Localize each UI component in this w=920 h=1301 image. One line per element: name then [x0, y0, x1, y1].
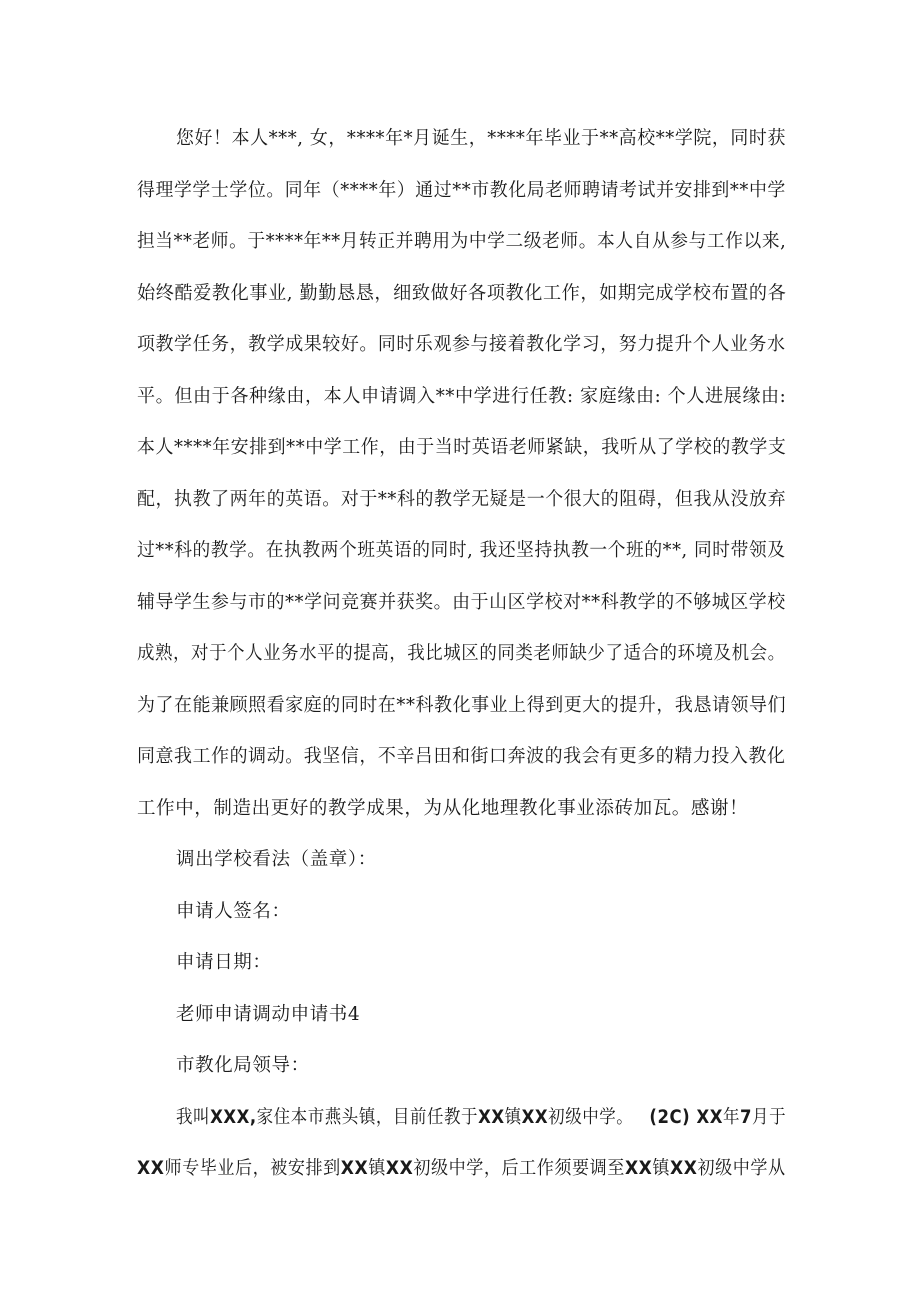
paragraph-line: 项教学任务，教学成果较好。同时乐观参与接着教化学习，努力提升个人业务水 [137, 334, 786, 355]
bold-run: XX [521, 1107, 549, 1128]
bold-run: (2C) XX [649, 1107, 723, 1128]
paragraph-line: 担当**老师。于****年**月转正并聘用为中学二级老师。本人自从参与工作以来, [137, 231, 787, 252]
salutation: 市教化局领导： [176, 1055, 310, 1076]
paragraph-line: 始终酷爱教化事业, 勤勤恳恳，细致做好各项教化工作，如期完成学校布置的各 [137, 283, 787, 304]
text-run: 镇 [652, 1158, 671, 1179]
text-run: 师专毕业后，被安排到 [164, 1158, 341, 1179]
text-run: 家住本市燕头镇，目前任教于 [256, 1107, 479, 1128]
paragraph-line: 辅导学生参与市的**学问竞赛并获奖。由于山区学校对**科教学的不够城区学校 [137, 592, 786, 613]
text-run: 镇 [368, 1158, 386, 1179]
school-opinion-field: 调出学校看法（盖章）： [176, 849, 377, 870]
bold-run: XX [340, 1158, 369, 1179]
text-run: 镇 [504, 1107, 522, 1128]
text-run: 初级中学从 [697, 1158, 786, 1179]
bold-run: XX [624, 1158, 653, 1179]
text-run: 我叫 [176, 1107, 211, 1128]
paragraph-line [176, 1106, 786, 1130]
text-run: 初级中学。 [548, 1107, 634, 1128]
paragraph-line: 成熟，对于个人业务水平的提高，我比城区的同类老师缺少了适合的环境及机会。 [137, 643, 786, 664]
bold-run: XX [478, 1107, 505, 1128]
paragraph-line: 为了在能兼顾照看家庭的同时在**科教化事业上得到更大的提升，我恳请领导们 [137, 695, 787, 716]
paragraph-line: 配，执教了两年的英语。对于**科的教学无疑是一个很大的阻碍，但我从没放弃 [137, 489, 787, 510]
paragraph-line: 同意我工作的调动。我坚信，不辛吕田和街口奔波的我会有更多的精力投入教化 [137, 746, 786, 767]
paragraph-line: 您好！本人***, 女，****年*月诞生，****年毕业于**高校**学院，同时获 [176, 128, 786, 149]
bold-run: XXX, [210, 1107, 257, 1128]
section-heading: 老师申请调动申请书4 [176, 1004, 361, 1025]
paragraph-line: 过**科的教学。在执教两个班英语的同时, 我还坚持执教一个班的**, 同时带领及 [137, 540, 786, 561]
paragraph-line: 工作中，制造出更好的教学成果，为从化地理教化事业添砖加瓦。感谢！ [137, 798, 749, 819]
text-run: 年 [722, 1107, 741, 1128]
application-date-field: 申请日期： [176, 952, 272, 973]
bold-run: 7 [740, 1107, 753, 1128]
bold-run: XX [137, 1158, 165, 1179]
bold-run: XX [385, 1158, 414, 1179]
bold-run: XX [670, 1158, 698, 1179]
paragraph-line: 本人****年安排到**中学工作，由于当时英语老师紧缺，我听从了学校的教学支 [137, 437, 787, 458]
paragraph-line: 平。但由于各种缘由，本人申请调入**中学进行任教: 家庭缘由: 个人进展缘由: [137, 386, 787, 407]
applicant-signature-field: 申请人签名： [176, 901, 291, 922]
text-run: 月于 [752, 1107, 787, 1128]
paragraph-line [137, 1157, 786, 1181]
text-run: 初级中学，后工作须要调至 [413, 1158, 625, 1179]
paragraph-line: 得理学学士学位。同年（****年）通过**市教化局老师聘请考试并安排到**中学 [137, 180, 786, 201]
